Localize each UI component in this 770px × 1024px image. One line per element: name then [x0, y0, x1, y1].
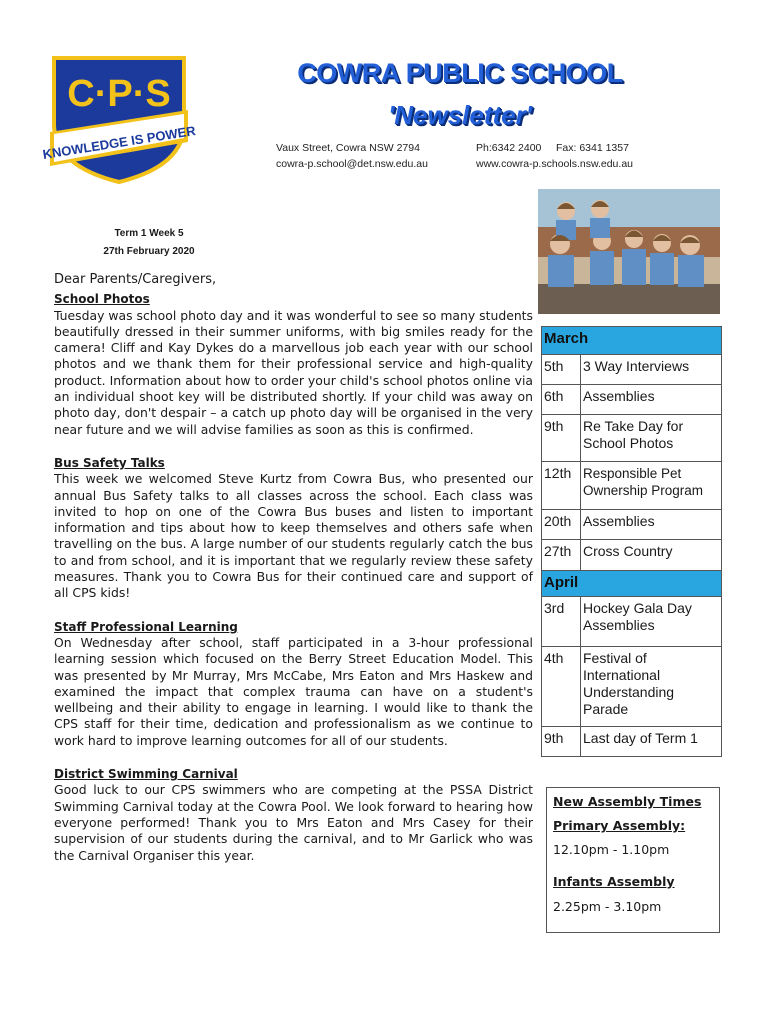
event-name: Re Take Day for School Photos [581, 415, 722, 462]
month-header-row [542, 571, 722, 597]
event-name: 3 Way Interviews [581, 355, 722, 385]
article-heading: School Photos [54, 292, 150, 307]
event-row [542, 647, 722, 727]
event-day: 9th [542, 415, 581, 462]
event-row [542, 540, 722, 571]
primary-assembly-label: Primary Assembly: [553, 818, 686, 833]
students-photo [538, 189, 720, 314]
article-heading: District Swimming Carnival [54, 767, 238, 782]
logo-ribbon-text: KNOWLEDGE IS POWER [41, 122, 197, 162]
event-name: Hockey Gala Day Assemblies [581, 597, 722, 647]
article-body: This week we welcomed Steve Kurtz from Cowra Bus, who presented our annual Bus Safety talks to all classes across the school. Each class was invited to hop on one of the Cowra Bus buses and listen to important information and tips about how to keep themselves and others safe when travelling on the bus. A large number of our students regularly catch the bus to and from school, and it is important that we regularly review these safety measures. Thank you to Cowra Bus for their continued care and support of all CPS kids! [54, 471, 533, 601]
assembly-times-box [546, 787, 720, 933]
article-heading: Staff Professional Learning [54, 619, 238, 634]
article-heading: Bus Safety Talks [54, 455, 165, 470]
event-row [542, 597, 722, 647]
event-day: 9th [542, 727, 581, 757]
event-row [542, 462, 722, 510]
event-name: Assemblies [581, 510, 722, 540]
newsletter-title: 'Newsletter' [388, 100, 532, 130]
event-row [542, 727, 722, 757]
infants-assembly-time: 2.25pm - 3.10pm [553, 899, 662, 914]
event-day: 12th [542, 462, 581, 510]
month-header-row [542, 327, 722, 355]
month-name: March [542, 327, 722, 355]
school-website[interactable]: www.cowra-p.schools.nsw.edu.au [476, 158, 633, 170]
infants-assembly-label: Infants Assembly [553, 874, 675, 889]
event-name: Cross Country [581, 540, 722, 571]
article-body: Good luck to our CPS swimmers who are competing at the PSSA District Swimming Carnival today at the Cowra Pool. We look forward to hearing how everyone performed! Thank you to Mrs Eaton and Mrs Casey for their supervision of our students during the carnival, and to Mr Garlick who was the Carnival Organiser this year. [54, 782, 533, 863]
event-day: 3rd [542, 597, 581, 647]
school-phone-fax: Ph:6342 2400 Fax: 6341 1357 [476, 142, 629, 154]
issue-info [54, 225, 244, 261]
event-day: 27th [542, 540, 581, 571]
logo-letters: C·P·S [67, 73, 171, 115]
school-logo [41, 54, 197, 184]
greeting: Dear Parents/Caregivers, [54, 272, 217, 287]
school-address: Vaux Street, Cowra NSW 2794 [276, 142, 420, 154]
event-row [542, 510, 722, 540]
month-name: April [542, 571, 722, 597]
term-week: Term 1 Week 5 [114, 228, 184, 239]
article-body: Tuesday was school photo day and it was wonderful to see so many students beautifully dressed in their summer uniforms, with big smiles ready for the camera! Cliff and Kay Dykes do a marvellous job each year with our school photos and we thank them for their professional service and high-quality product. Information about how to order your child's school photos online via an individual shoot key will be distributed shortly. If your child was away on photo day, don't despair – a catch up photo day will be organised in the very near future and we will advise families as soon as this is confirmed. [54, 307, 533, 437]
event-day: 5th [542, 355, 581, 385]
assembly-times-title: New Assembly Times [553, 794, 702, 809]
event-row [542, 385, 722, 415]
event-name: Festival of International Understanding Parade [581, 647, 722, 727]
issue-date: 27th February 2020 [103, 246, 195, 257]
event-name: Last day of Term 1 [581, 727, 722, 757]
article-body: On Wednesday after school, staff participated in a 3-hour professional learning session which focused on the Berry Street Education Model. This was presented by Mr Murray, Mrs McCabe, Mrs Eaton and Mrs Haskew and examined the impact that complex trauma can have on a student's wellbeing and their ability to engage in learning. I would like to thank the CPS staff for their time, dedication and professionalism as we continue to work hard to improve learning outcomes for all of our students. [54, 634, 533, 748]
event-row [542, 355, 722, 385]
event-name: Assemblies [581, 385, 722, 415]
event-day: 20th [542, 510, 581, 540]
event-row [542, 415, 722, 462]
event-day: 4th [542, 647, 581, 727]
school-email[interactable]: cowra-p.school@det.nsw.edu.au [276, 158, 428, 170]
event-day: 6th [542, 385, 581, 415]
event-name: Responsible Pet Ownership Program [581, 462, 722, 510]
primary-assembly-time: 12.10pm - 1.10pm [553, 842, 670, 857]
school-name: COWRA PUBLIC SCHOOL [297, 58, 623, 88]
events-calendar [541, 326, 722, 757]
newsletter-body [54, 272, 533, 881]
